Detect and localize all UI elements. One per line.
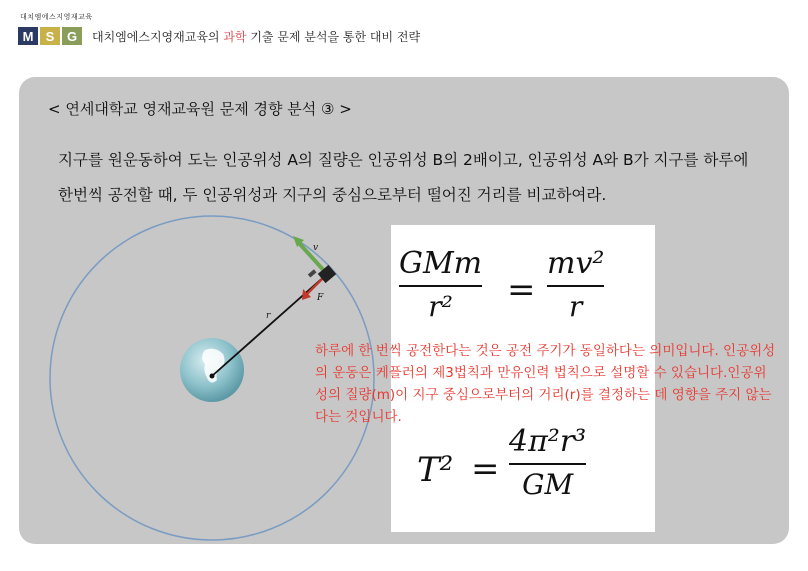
question-line: 한번씩 공전할 때, 두 인공위성과 지구의 중심으로부터 떨어진 거리를 비교하여라. — [58, 186, 607, 204]
explanation-text — [315, 340, 795, 428]
gravity-fraction — [399, 247, 482, 323]
header-title-accent: 과학 — [223, 29, 247, 44]
gravity-denominator: r² — [428, 290, 453, 323]
kepler-denominator: GM — [522, 468, 574, 501]
explanation-line: 하루에 한 번씩 공전한다는 것은 공전 주기가 동일하다는 의미입니다. 인공위성 — [315, 343, 776, 359]
force-label: F — [317, 293, 324, 303]
kepler-fraction — [509, 425, 586, 501]
explanation-line: 의 운동은 케플러의 제3법칙과 만유인력 법칙으로 설명할 수 있습니다.인공위 — [315, 365, 767, 381]
equals-sign-2: = — [471, 449, 500, 489]
org-small-label: 대치엠에스지영재교육 — [20, 13, 93, 21]
equals-sign: = — [507, 270, 536, 310]
radius-label: r — [266, 311, 271, 321]
header-title-prefix: 대치엠에스지영재교육의 — [92, 29, 224, 44]
velocity-label: v — [313, 243, 319, 253]
explanation-line: 다는 것입니다. — [315, 409, 402, 425]
gravity-numerator: GMm — [399, 246, 483, 281]
question-line: 지구를 원운동하여 도는 인공위성 A의 질량은 인공위성 B의 2배이고, 인공위성 A와 B가 지구를 하루에 — [58, 151, 749, 169]
centripetal-numerator: mv² — [547, 246, 605, 281]
explanation-line: 성의 질량(m)이 지구 중심으로부터의 거리(r)를 결정하는 데 영향을 주지 않는 — [315, 387, 772, 403]
section-title: < 연세대학교 영재교육원 문제 경향 분석 ③ > — [48, 100, 352, 118]
centripetal-denominator: r — [569, 290, 583, 323]
logo-letter-s: S — [40, 27, 60, 45]
logo-letter-m: M — [18, 27, 38, 45]
radius-line — [212, 274, 327, 376]
logo-letter-g: G — [62, 27, 82, 45]
centripetal-fraction — [547, 247, 604, 323]
header-title-suffix: 기출 문제 분석을 통한 대비 전략 — [246, 29, 421, 44]
kepler-numerator: 4π²r³ — [509, 424, 587, 459]
period-squared: T² — [417, 450, 454, 490]
